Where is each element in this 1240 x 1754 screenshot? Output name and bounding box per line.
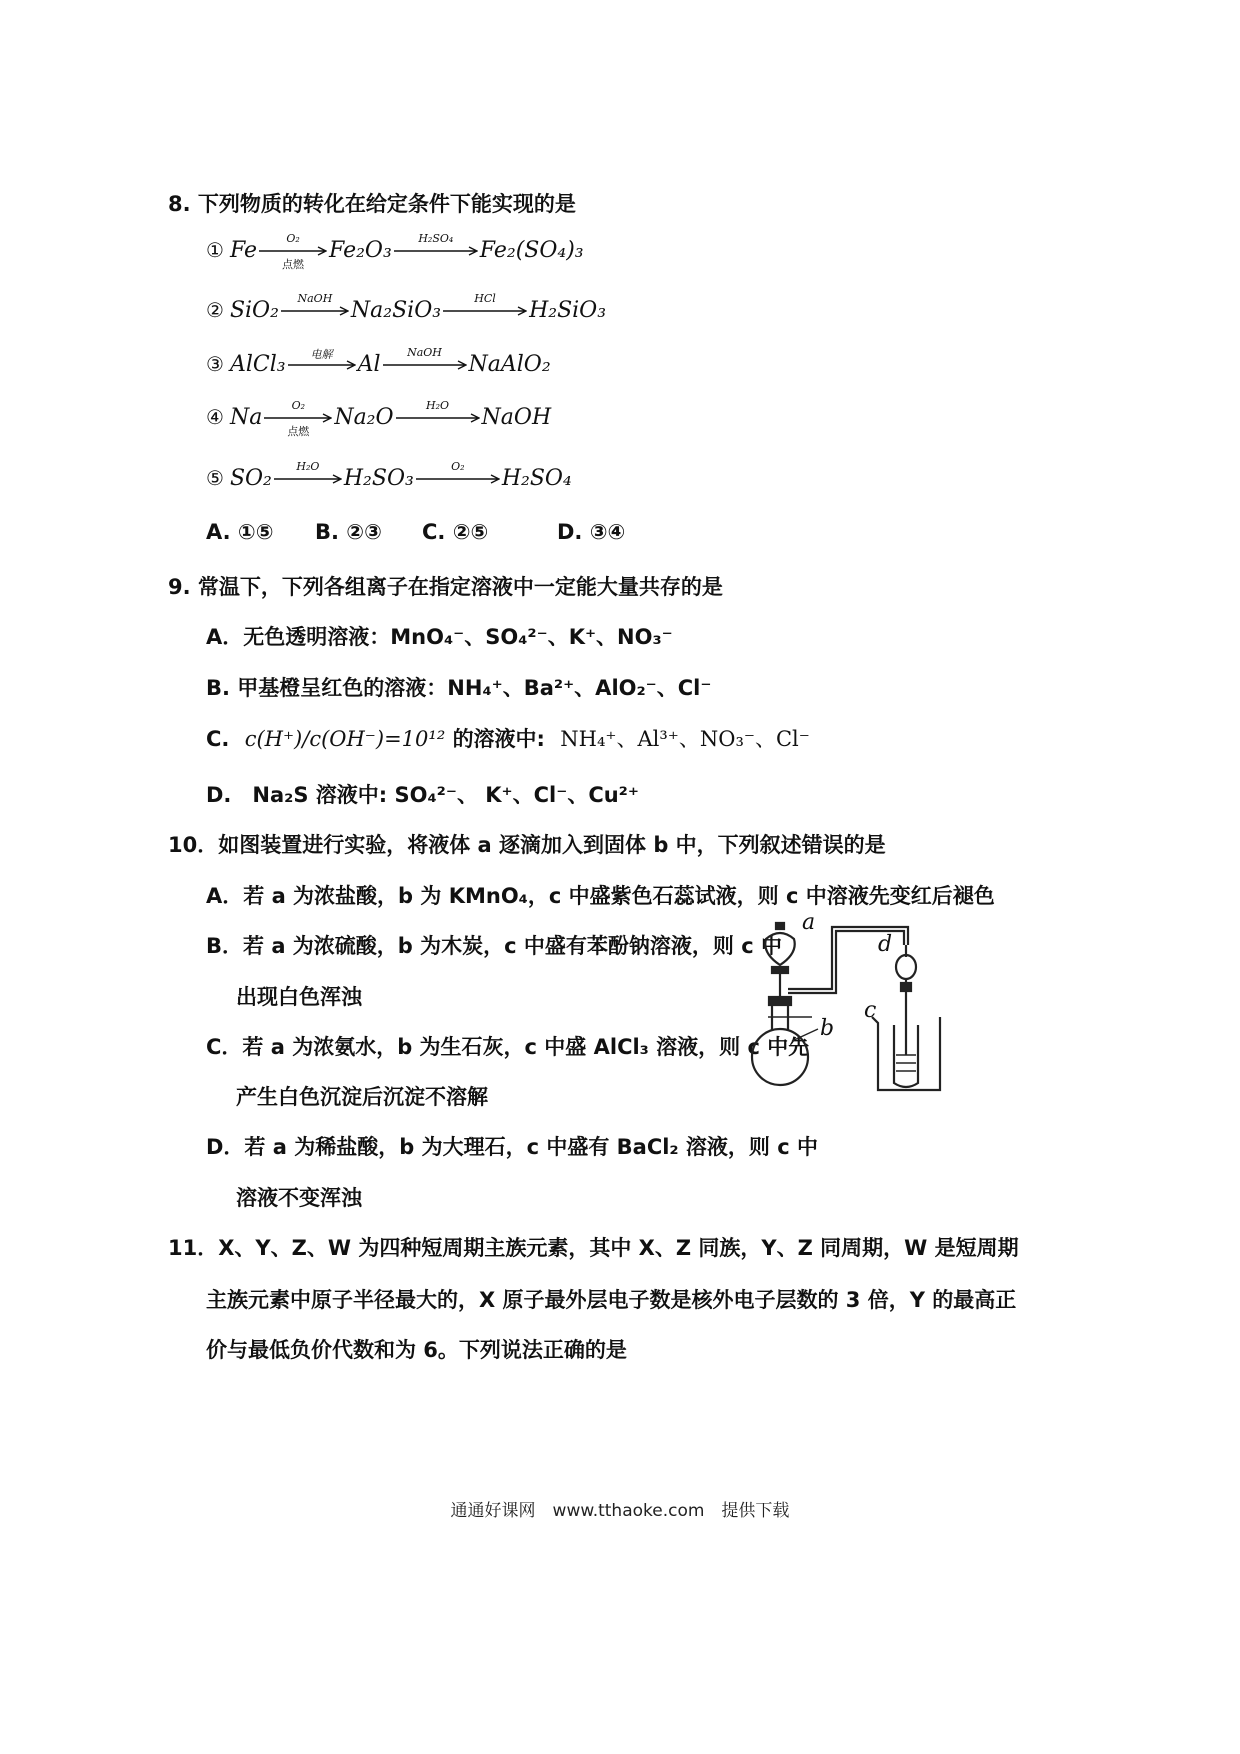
- q9-option-c-expression: c(H⁺)/c(OH⁻)=10¹²: [244, 727, 446, 751]
- arrow-condition-label: 点燃: [282, 258, 305, 271]
- q8-stem: 8. 下列物质的转化在给定条件下能实现的是: [168, 192, 576, 216]
- arrow-reagent-label: O₂: [291, 399, 306, 412]
- intermediate: Fe₂O₃: [329, 238, 392, 263]
- q11-line1: 11．X、Y、Z、W 为四种短周期主族元素，其中 X、Z 同族，Y、Z 同周期，W 是短周期: [168, 1236, 1019, 1260]
- q8-reaction-row: [206, 346, 551, 377]
- q9-option-c-ions: NH₄⁺、Al³⁺、NO₃⁻、Cl⁻: [560, 727, 810, 751]
- arrow-reagent-label: O₂: [451, 460, 465, 473]
- reactant: SiO₂: [229, 298, 279, 323]
- arrow-reagent-label: O₂: [286, 232, 300, 245]
- figure-label-b: b: [820, 1016, 835, 1041]
- reaction-arrow-2: [383, 346, 467, 370]
- q9-option-a: A．无色透明溶液：MnO₄⁻、SO₄²⁻、K⁺、NO₃⁻: [206, 625, 673, 649]
- separatory-funnel-a: [765, 933, 794, 965]
- reactant: AlCl₃: [229, 352, 286, 377]
- q8-reaction-row: [206, 460, 572, 491]
- intermediate: Al: [357, 352, 381, 377]
- reaction-number: ⑤: [206, 466, 224, 490]
- q10-option-a: A．若 a 为浓盐酸，b 为 KMnO₄，c 中盛紫色石蕊试液，则 c 中溶液先变红后褪色: [206, 884, 995, 908]
- product: H₂SO₄: [501, 466, 572, 491]
- intermediate: H₂SO₃: [343, 466, 414, 491]
- reaction-arrow-2: [443, 292, 527, 316]
- arrow-reagent-label: 电解: [310, 348, 333, 361]
- figure-label-a: a: [802, 910, 816, 935]
- product: Fe₂(SO₄)₃: [479, 238, 584, 263]
- product: NaAlO₂: [468, 352, 551, 377]
- apparatus-figure: [740, 905, 980, 1095]
- reaction-arrow-1: [288, 348, 356, 370]
- q8-reaction-row: [206, 232, 584, 271]
- q10-option-c-line1: C．若 a 为浓氨水，b 为生石灰，c 中盛 AlCl₃ 溶液，则 c 中先: [206, 1035, 810, 1059]
- q8-option-b: B. ②③: [315, 520, 382, 544]
- q10-option-c-line2: 产生白色沉淀后沉淀不溶解: [236, 1085, 488, 1109]
- intermediate: Na₂SiO₃: [350, 298, 442, 323]
- page-footer: 通通好课网 www.tthaoke.com 提供下载: [450, 1501, 790, 1521]
- arrow-reagent-label: HCl: [474, 292, 496, 305]
- arrow-reagent-label: H₂O: [426, 399, 450, 412]
- reaction-arrow-2: [416, 460, 500, 484]
- reaction-number: ③: [206, 352, 224, 376]
- reaction-arrow-1: [264, 399, 332, 438]
- reaction-arrow-2: [396, 399, 480, 423]
- reaction-arrow-1: [259, 232, 327, 271]
- q10-stem: 10．如图装置进行实验，将液体 a 逐滴加入到固体 b 中，下列叙述错误的是: [168, 833, 886, 857]
- drying-tube-d: [896, 955, 916, 979]
- q10-option-b-line1: B．若 a 为浓硫酸，b 为木炭，c 中盛有苯酚钠溶液，则 c 中: [206, 934, 782, 958]
- arrow-reagent-label: H₂O: [296, 460, 320, 473]
- reaction-arrow-1: [281, 292, 349, 316]
- q9-option-c-label: C.: [206, 727, 230, 751]
- q11-line2: 主族元素中原子半径最大的，X 原子最外层电子数是核外电子层数的 3 倍，Y 的最高正: [206, 1288, 1017, 1312]
- q9-option-c-mid: 的溶液中:: [452, 727, 545, 751]
- reaction-arrow-1: [274, 460, 342, 484]
- reaction-number: ④: [206, 405, 224, 429]
- reactant: Fe: [229, 238, 258, 263]
- reactant: SO₂: [229, 466, 272, 491]
- q10-option-d-line2: 溶液不变浑浊: [236, 1186, 362, 1210]
- reactant: Na: [229, 405, 263, 430]
- figure-label-d: d: [878, 932, 893, 957]
- q9-option-d: D. Na₂S 溶液中: SO₄²⁻、 K⁺、Cl⁻、Cu²⁺: [206, 783, 639, 807]
- reaction-number: ②: [206, 298, 224, 322]
- product: NaOH: [481, 405, 552, 430]
- arrow-condition-label: 点燃: [287, 425, 310, 438]
- q10-option-d-line1: D．若 a 为稀盐酸，b 为大理石，c 中盛有 BaCl₂ 溶液，则 c 中: [206, 1135, 819, 1159]
- q8-reaction-row: [206, 399, 552, 438]
- arrow-reagent-label: NaOH: [407, 346, 442, 359]
- q9-stem: 9. 常温下，下列各组离子在指定溶液中一定能大量共存的是: [168, 575, 723, 599]
- arrow-reagent-label: H₂SO₄: [418, 232, 454, 245]
- figure-label-c: c: [864, 998, 877, 1023]
- q11-line3: 价与最低负价代数和为 6。下列说法正确的是: [206, 1338, 627, 1362]
- product: H₂SiO₃: [529, 298, 607, 323]
- q8-option-a: A. ①⑤: [206, 520, 274, 544]
- reaction-arrow-2: [394, 232, 478, 256]
- intermediate: Na₂O: [334, 405, 394, 430]
- q9-option-c: [206, 723, 810, 753]
- q9-option-b: B. 甲基橙呈红色的溶液：NH₄⁺、Ba²⁺、AlO₂⁻、Cl⁻: [206, 676, 712, 700]
- q8-reaction-row: [206, 292, 607, 323]
- q10-option-b-line2: 出现白色浑浊: [236, 985, 362, 1009]
- reaction-number: ①: [206, 238, 224, 262]
- q8-option-d: D. ③④: [557, 520, 626, 544]
- q8-option-c: C. ②⑤: [422, 520, 489, 544]
- arrow-reagent-label: NaOH: [297, 292, 333, 305]
